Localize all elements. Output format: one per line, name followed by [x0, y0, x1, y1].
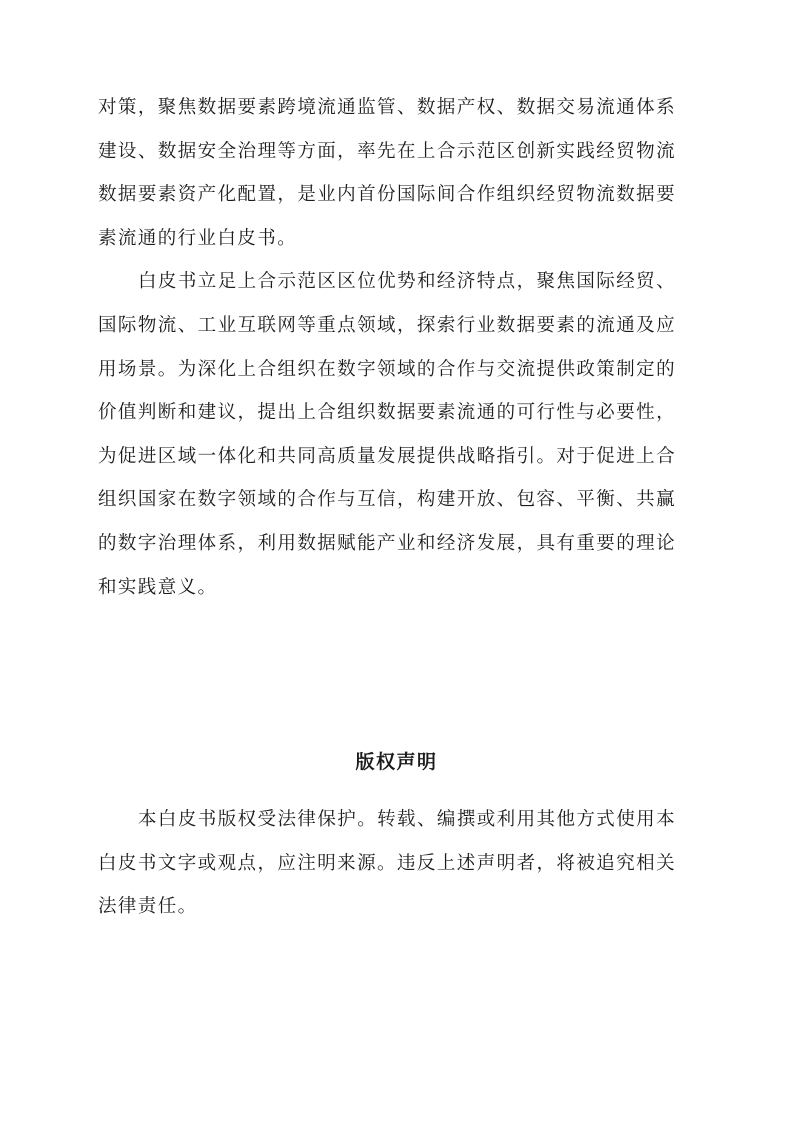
- text-line: 白皮书文字或观点，应注明来源。违反上述声明者，将被追究相关: [98, 852, 676, 874]
- text-line: 和实践意义。: [98, 576, 218, 598]
- text-line: 的数字治理体系，利用数据赋能产业和经济发展，具有重要的理论: [98, 532, 676, 554]
- text-line: 白皮书立足上合示范区区位优势和经济特点，聚焦国际经贸、: [138, 271, 676, 293]
- text-line: 法律责任。: [98, 896, 198, 918]
- text-line: 组织国家在数字领域的合作与互信，构建开放、包容、平衡、共赢: [98, 489, 676, 511]
- text-line: 对策，聚焦数据要素跨境流通监管、数据产权、数据交易流通体系: [98, 97, 676, 118]
- body-text: [98, 86, 676, 609]
- text-line: 数据要素资产化配置，是业内首份国际间合作组织经贸物流数据要: [98, 184, 676, 206]
- text-line: 用场景。为深化上合组织在数字领域的合作与交流提供政策制定的: [98, 358, 676, 380]
- copyright-heading: 版权声明: [355, 751, 438, 773]
- text-line: 素流通的行业白皮书。: [98, 227, 298, 249]
- paragraph-copyright-notice: [98, 798, 676, 929]
- text-line: 为促进区域一体化和共同高质量发展提供战略指引。对于促进上合: [98, 445, 676, 467]
- paragraph-intro-continuation: [98, 86, 676, 260]
- text-line: 价值判断和建议，提出上合组织数据要素流通的可行性与必要性，: [98, 402, 676, 424]
- text-line: 本白皮书版权受法律保护。转载、编撰或利用其他方式使用本: [138, 809, 676, 830]
- text-line: 建设、数据安全治理等方面，率先在上合示范区创新实践经贸物流: [98, 140, 676, 162]
- copyright-text: [98, 798, 676, 929]
- text-line: 国际物流、工业互联网等重点领域，探索行业数据要素的流通及应: [98, 314, 676, 336]
- paragraph-whitepaper-scope: [98, 260, 676, 609]
